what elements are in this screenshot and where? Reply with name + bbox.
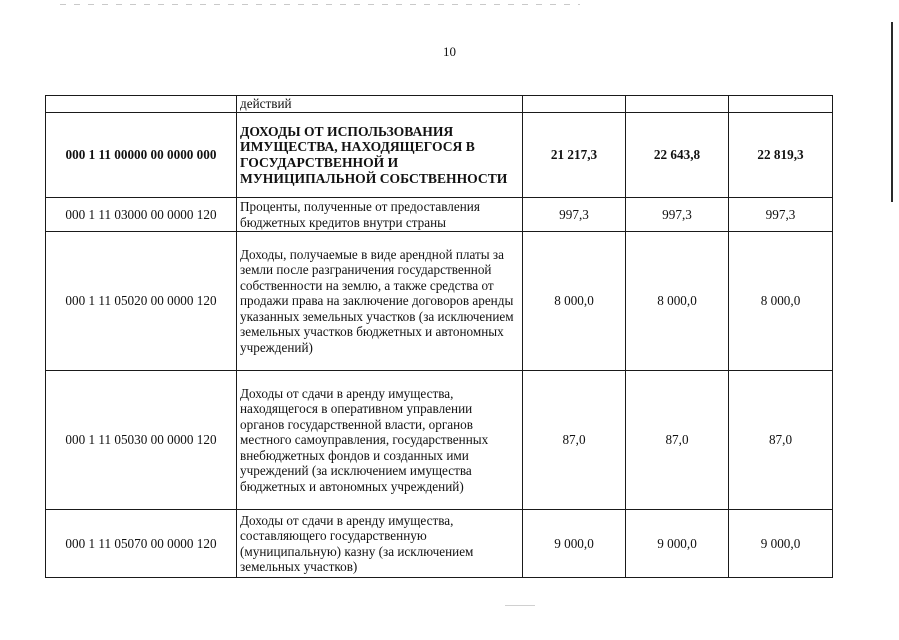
budget-code-cell: 000 1 11 05030 00 0000 120 (46, 371, 237, 510)
value-year1-cell: 997,3 (523, 198, 626, 232)
income-name-cell: Доходы от сдачи в аренду имущества, составляющего государственную (муниципальную) казну (за исключением земельных участков) (237, 510, 523, 578)
income-name-cell: Проценты, полученные от предоставления бюджетных кредитов внутри страны (237, 198, 523, 232)
table-row (46, 113, 833, 198)
page-number: 10 (443, 44, 456, 59)
table-row (46, 198, 833, 232)
value-year1-cell: 8 000,0 (523, 232, 626, 371)
table-row (46, 232, 833, 371)
income-name-cell: действий (237, 96, 523, 113)
value-year3-cell: 9 000,0 (729, 510, 833, 578)
value-year1-cell: 9 000,0 (523, 510, 626, 578)
budget-code-cell: 000 1 11 00000 00 0000 000 (46, 113, 237, 198)
value-year1-cell: 21 217,3 (523, 113, 626, 198)
scan-artifact (505, 605, 535, 606)
budget-income-table (45, 95, 833, 578)
value-year1-cell (523, 96, 626, 113)
value-year3-cell: 8 000,0 (729, 232, 833, 371)
scan-artifact (60, 4, 580, 5)
table-row (46, 96, 833, 113)
value-year2-cell: 22 643,8 (626, 113, 729, 198)
budget-code-cell: 000 1 11 03000 00 0000 120 (46, 198, 237, 232)
income-name-cell: Доходы, получаемые в виде арендной платы за земли после разграничения государственной собственности на землю, а также средства от продажи права на заключение договоров аренды указанных земельных участков (за исключением земельных участков бюджетных и автономных учреждений) (237, 232, 523, 371)
value-year2-cell: 997,3 (626, 198, 729, 232)
value-year2-cell: 9 000,0 (626, 510, 729, 578)
budget-code-cell (46, 96, 237, 113)
value-year2-cell (626, 96, 729, 113)
value-year2-cell: 87,0 (626, 371, 729, 510)
value-year3-cell: 87,0 (729, 371, 833, 510)
value-year3-cell: 997,3 (729, 198, 833, 232)
value-year2-cell: 8 000,0 (626, 232, 729, 371)
value-year3-cell: 22 819,3 (729, 113, 833, 198)
income-name-cell: Доходы от сдачи в аренду имущества, находящегося в оперативном управлении органов государственной власти, органов местного самоуправления, государственных внебюджетных фондов и созданных ими учреждений (за исключением имущества бюджетных и автономных учреждений) (237, 371, 523, 510)
income-name-cell: ДОХОДЫ ОТ ИСПОЛЬЗОВАНИЯ ИМУЩЕСТВА, НАХОДЯЩЕГОСЯ В ГОСУДАРСТВЕННОЙ И МУНИЦИПАЛЬНОЙ СОБСТВЕННОСТИ (237, 113, 523, 198)
table-row (46, 371, 833, 510)
value-year3-cell (729, 96, 833, 113)
budget-code-cell: 000 1 11 05020 00 0000 120 (46, 232, 237, 371)
table-row (46, 510, 833, 578)
budget-code-cell: 000 1 11 05070 00 0000 120 (46, 510, 237, 578)
value-year1-cell: 87,0 (523, 371, 626, 510)
